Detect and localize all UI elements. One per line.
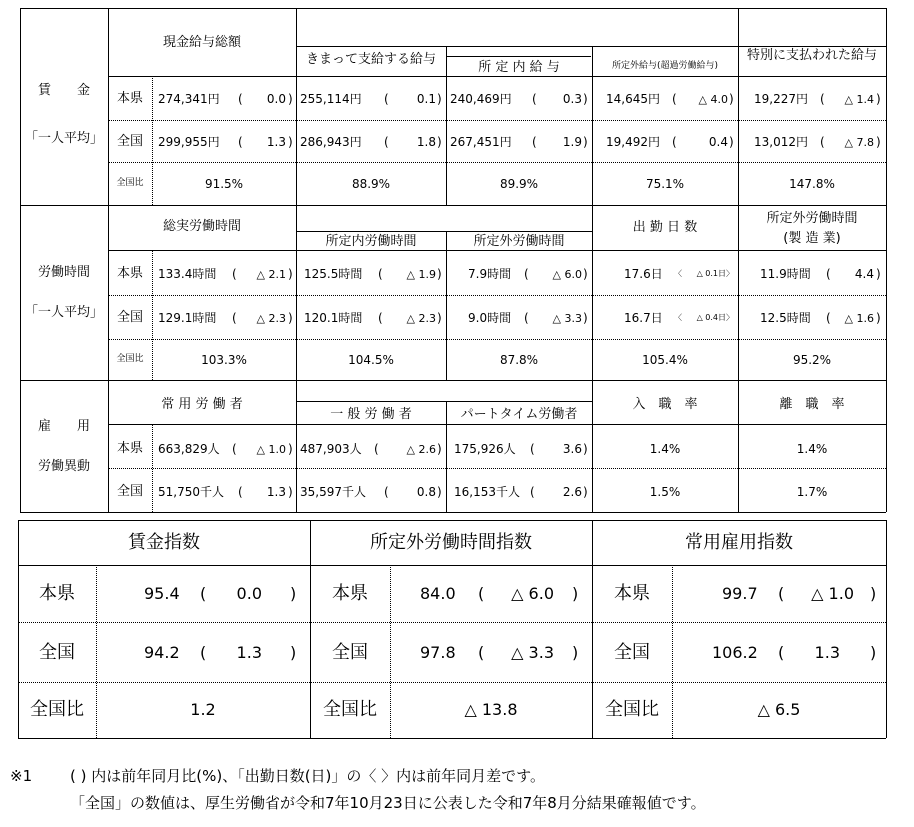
paren-close: ) (583, 267, 588, 281)
footnote-line-2: 「全国」の数値は、厚生労働省が令和7年10月23日に公表した令和7年8月分結果確報値です。 (70, 794, 706, 812)
index-value: 99.7 (722, 584, 758, 603)
workers-diff: 3.6 (562, 442, 582, 456)
paren-open: ( (524, 311, 529, 325)
paren-open: ( (778, 643, 785, 662)
ratio-value: 91.5% (204, 177, 244, 191)
header-total-wage: 現金給与総額 (162, 35, 241, 50)
hours-value: 9.0時間 (468, 311, 512, 325)
ratio-value: 75.1% (645, 177, 685, 191)
index-diff: 0.0 (236, 584, 262, 603)
row-label-national: 全国 (116, 310, 143, 325)
hours-value: 133.4時間 (158, 267, 217, 281)
days-diff: △ 0.1日 (696, 269, 726, 278)
header-hire-rate: 入 職 率 (632, 397, 698, 412)
paren-close: ) (572, 584, 579, 603)
index-diff: 1.3 (236, 643, 262, 662)
header-overtime-index: 所定外労働時間指数 (370, 532, 532, 553)
paren-close: ) (876, 267, 881, 281)
wage-value: 299,955円 (158, 135, 220, 149)
paren-open: ( (672, 92, 677, 106)
paren-close: ) (870, 584, 877, 603)
header-overtime-wage: 所定外給与(超過労働給与) (611, 61, 719, 71)
paren-close: ) (729, 135, 734, 149)
paren-open: ( (820, 135, 825, 149)
paren-close: ) (583, 442, 588, 456)
hire-rate-value: 1.4% (649, 442, 681, 456)
leave-rate-value: 1.4% (796, 442, 828, 456)
hours-diff: 4.4 (854, 267, 874, 281)
bracket-open: 〈 (674, 313, 682, 322)
wage-value: 286,943円 (300, 135, 362, 149)
paren-open: ( (820, 92, 825, 106)
bracket-close: 〉 (726, 313, 734, 322)
wage-diff: △ 7.8 (844, 136, 874, 149)
paren-close: ) (288, 135, 293, 149)
workers-value: 51,750千人 (158, 485, 224, 499)
paren-open: ( (826, 311, 831, 325)
ratio-value: 147.8% (789, 177, 835, 191)
wage-value: 267,451円 (450, 135, 512, 149)
paren-open: ( (238, 135, 243, 149)
paren-open: ( (530, 485, 535, 499)
ratio-label: 全国比 (605, 699, 659, 720)
paren-close: ) (870, 643, 877, 662)
hours-diff: △ 2.3 (256, 312, 286, 325)
paren-close: ) (876, 92, 881, 106)
header-wage-index: 賃金指数 (128, 532, 200, 553)
ratio-value: 87.8% (499, 353, 539, 367)
paren-open: ( (374, 442, 379, 456)
ratio-value: 88.9% (351, 177, 391, 191)
wage-diff: 1.9 (562, 135, 582, 149)
bracket-open: 〈 (674, 269, 682, 278)
index-diff: △ 1.0 (811, 584, 854, 603)
paren-open: ( (826, 267, 831, 281)
row-label-pref: 本県 (614, 583, 650, 604)
header-general-workers: 一 般 労 働 者 (330, 407, 412, 422)
wage-diff: △ 4.0 (698, 93, 728, 106)
paren-close: ) (288, 485, 293, 499)
row-label-pref: 本県 (332, 583, 368, 604)
wage-value: 274,341円 (158, 92, 220, 106)
paren-close: ) (583, 92, 588, 106)
paren-close: ) (437, 311, 442, 325)
hours-diff: △ 2.3 (406, 312, 436, 325)
paren-open: ( (378, 267, 383, 281)
paren-close: ) (437, 267, 442, 281)
index-value: 95.4 (144, 584, 180, 603)
header-overtime-hours: 所定外労働時間 (473, 234, 565, 249)
paren-open: ( (384, 485, 389, 499)
ratio-label: 全国比 (323, 699, 377, 720)
paren-open: ( (238, 485, 243, 499)
index-value: 84.0 (420, 584, 456, 603)
paren-open: ( (478, 584, 485, 603)
paren-open: ( (238, 92, 243, 106)
paren-close: ) (729, 92, 734, 106)
header-leave-rate: 離 職 率 (779, 397, 845, 412)
paren-close: ) (290, 643, 297, 662)
wage-side-sublabel: 「一人平均」 (24, 131, 103, 146)
wage-diff: 0.1 (416, 92, 436, 106)
wage-value: 255,114円 (300, 92, 362, 106)
paren-open: ( (530, 442, 535, 456)
paren-open: ( (524, 267, 529, 281)
paren-close: ) (437, 135, 442, 149)
index-diff: △ 3.3 (511, 643, 554, 662)
paren-close: ) (288, 311, 293, 325)
paren-close: ) (290, 584, 297, 603)
leave-rate-value: 1.7% (796, 485, 828, 499)
header-scheduled-hours: 所定内労働時間 (325, 234, 417, 249)
paren-close: ) (876, 311, 881, 325)
workers-value: 175,926人 (454, 442, 516, 456)
footnote-mark: ※1 (10, 767, 33, 785)
header-employment-index: 常用雇用指数 (685, 532, 793, 553)
paren-open: ( (478, 643, 485, 662)
header-total-hours: 総実労働時間 (162, 219, 241, 234)
hours-value: 7.9時間 (468, 267, 512, 281)
wage-value: 19,227円 (754, 92, 808, 106)
paren-close: ) (876, 135, 881, 149)
wage-diff: 1.3 (266, 135, 286, 149)
wage-value: 14,645円 (606, 92, 660, 106)
paren-close: ) (288, 442, 293, 456)
ratio-value: △ 13.8 (464, 700, 518, 719)
paren-open: ( (200, 643, 207, 662)
workers-diff: 2.6 (562, 485, 582, 499)
ratio-value: △ 6.5 (757, 700, 801, 719)
wage-value: 13,012円 (754, 135, 808, 149)
paren-open: ( (532, 135, 537, 149)
hours-diff: △ 1.9 (406, 268, 436, 281)
header-work-days: 出 勤 日 数 (632, 220, 698, 235)
hours-diff: △ 3.3 (552, 312, 582, 325)
row-label-national: 全国 (614, 642, 650, 663)
paren-open: ( (232, 442, 237, 456)
row-label-national: 全国 (116, 134, 143, 149)
row-label-pref: 本県 (116, 91, 143, 106)
hours-value: 12.5時間 (760, 311, 811, 325)
paren-open: ( (384, 135, 389, 149)
ratio-value: 1.2 (190, 700, 216, 719)
workers-diff: 0.8 (416, 485, 436, 499)
row-label-pref: 本県 (116, 266, 143, 281)
ratio-label: 全国比 (116, 354, 144, 364)
ratio-value: 95.2% (792, 353, 832, 367)
workers-value: 16,153千人 (454, 485, 520, 499)
paren-close: ) (437, 442, 442, 456)
paren-close: ) (583, 485, 588, 499)
row-label-pref: 本県 (116, 441, 143, 456)
header-parttime-workers: パートタイム労働者 (460, 407, 578, 422)
paren-close: ) (583, 311, 588, 325)
workers-value: 487,903人 (300, 442, 362, 456)
ratio-label: 全国比 (30, 699, 84, 720)
header-regular-workers: 常 用 労 働 者 (161, 397, 243, 412)
workers-diff: △ 1.0 (256, 443, 286, 456)
hours-value: 125.5時間 (304, 267, 363, 281)
paren-close: ) (437, 92, 442, 106)
employment-side-label: 雇 用 (37, 419, 90, 434)
hours-value: 129.1時間 (158, 311, 217, 325)
hours-diff: △ 6.0 (552, 268, 582, 281)
hours-value: 11.9時間 (760, 267, 811, 281)
row-label-national: 全国 (332, 642, 368, 663)
wage-value: 19,492円 (606, 135, 660, 149)
ratio-label: 全国比 (116, 178, 144, 188)
wage-value: 240,469円 (450, 92, 512, 106)
paren-open: ( (384, 92, 389, 106)
hours-diff: △ 2.1 (256, 268, 286, 281)
paren-open: ( (778, 584, 785, 603)
hours-side-label: 労働時間 (37, 265, 90, 280)
workers-value: 35,597千人 (300, 485, 366, 499)
paren-open: ( (232, 311, 237, 325)
paren-close: ) (437, 485, 442, 499)
bracket-close: 〉 (726, 269, 734, 278)
paren-close: ) (583, 135, 588, 149)
wage-diff: 0.3 (562, 92, 582, 106)
ratio-value: 103.3% (201, 353, 247, 367)
header-regular-wage: きまって支給する給与 (305, 52, 436, 67)
header-mfg-sublabel: (製 造 業) (783, 231, 841, 246)
wage-side-label: 賃 金 (37, 83, 90, 98)
wage-diff: △ 1.4 (844, 93, 874, 106)
hours-side-sublabel: 「一人平均」 (24, 305, 103, 320)
hours-value: 120.1時間 (304, 311, 363, 325)
ratio-value: 104.5% (348, 353, 394, 367)
paren-open: ( (672, 135, 677, 149)
paren-open: ( (232, 267, 237, 281)
paren-close: ) (572, 643, 579, 662)
ratio-value: 89.9% (499, 177, 539, 191)
employment-side-sublabel: 労働異動 (37, 459, 90, 474)
header-scheduled-wage: 所 定 内 給 与 (478, 60, 560, 75)
wage-diff: 0.4 (708, 135, 728, 149)
index-value: 94.2 (144, 643, 180, 662)
header-mfg-overtime: 所定外労働時間 (766, 211, 858, 226)
days-value: 16.7日 (624, 311, 663, 325)
hire-rate-value: 1.5% (649, 485, 681, 499)
paren-open: ( (378, 311, 383, 325)
days-value: 17.6日 (624, 267, 663, 281)
paren-close: ) (288, 92, 293, 106)
index-diff: 1.3 (814, 643, 840, 662)
row-label-pref: 本県 (39, 583, 75, 604)
row-label-national: 全国 (116, 484, 143, 499)
workers-diff: 1.3 (266, 485, 286, 499)
wage-diff: 1.8 (416, 135, 436, 149)
wage-diff: 0.0 (266, 92, 286, 106)
hours-diff: △ 1.6 (844, 312, 874, 325)
paren-close: ) (288, 267, 293, 281)
index-value: 97.8 (420, 643, 456, 662)
ratio-value: 105.4% (642, 353, 688, 367)
workers-value: 663,829人 (158, 442, 220, 456)
workers-diff: △ 2.6 (406, 443, 436, 456)
index-value: 106.2 (712, 643, 758, 662)
paren-open: ( (532, 92, 537, 106)
row-label-national: 全国 (39, 642, 75, 663)
days-diff: △ 0.4日 (696, 313, 726, 322)
paren-open: ( (200, 584, 207, 603)
header-special-wage: 特別に支払われた給与 (746, 48, 877, 63)
index-diff: △ 6.0 (511, 584, 554, 603)
footnote-line-1: ( ) 内は前年同月比(%)、「出勤日数(日)」の〈 〉内は前年同月差です。 (70, 767, 545, 785)
